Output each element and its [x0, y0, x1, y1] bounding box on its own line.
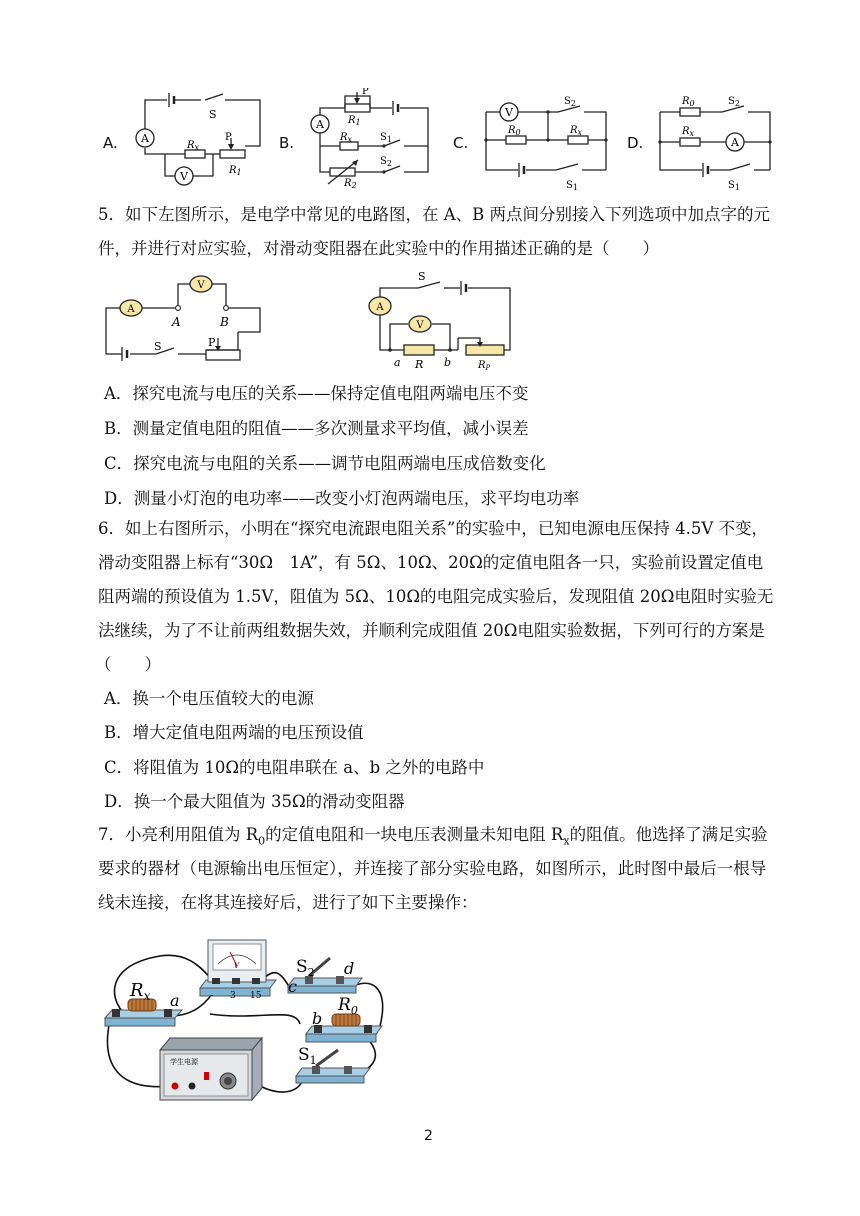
rx-label: $R_x$	[187, 140, 200, 152]
ammeter-label: A	[127, 304, 135, 315]
q6-option-d: D．换一个最大阻值为 35Ω的滑动变阻器	[104, 792, 405, 811]
q5-right-circuit	[360, 266, 520, 376]
q5-stem-line: 件，并进行对应实验，对滑动变阻器在此实验中的作用描述正确的是（ ）	[98, 239, 659, 258]
rx-label: $R_x$	[340, 132, 353, 144]
terminal-a-label: a	[170, 991, 180, 1010]
voltmeter-device	[200, 940, 276, 996]
voltmeter-label: V	[416, 320, 424, 331]
ammeter-label: A	[316, 118, 324, 131]
point-a-label: a	[394, 356, 401, 369]
q4-option-c-label: C.	[453, 134, 469, 152]
rx-label: $R_x$	[682, 126, 695, 138]
r0-label: $R_0$	[338, 995, 358, 1017]
q4-option-b-label: B.	[279, 134, 295, 152]
ammeter-label: A	[731, 136, 739, 149]
terminal-b-label: b	[312, 1009, 323, 1028]
power-supply-label: 学生电源	[170, 1058, 198, 1066]
page-number: 2	[424, 1128, 433, 1144]
rx-label: $R_x$	[570, 125, 583, 137]
point-a-label: A	[172, 315, 181, 329]
r0-label: $R_0$	[682, 96, 695, 108]
s2-label: $S_2$	[564, 96, 576, 108]
s1-label: $S_1$	[298, 1045, 317, 1067]
ammeter-label: A	[141, 132, 149, 145]
voltmeter-label: V	[180, 170, 188, 183]
terminal-d-label: d	[344, 959, 355, 978]
q5-option-b: B．测量定值电阻的阻值——多次测量求平均值，减小误差	[104, 419, 529, 438]
s1-label: $S_1$	[728, 180, 740, 190]
slider-label: P	[225, 132, 232, 143]
terminal-c-label: c	[288, 977, 297, 996]
s2-label: $S_2$	[380, 156, 392, 168]
q4-option-a-label: A.	[103, 134, 118, 152]
meter-3v-label: 3	[230, 991, 236, 1001]
meter-minus-label: -	[210, 991, 214, 1001]
slider-label: P	[362, 88, 369, 97]
q6-option-b: B．增大定值电阻两端的电压预设值	[104, 723, 364, 742]
s1-label: $S_1$	[566, 180, 578, 190]
switch-label: S	[418, 270, 426, 283]
r-label: R	[415, 358, 424, 371]
circuit-diagram-d	[652, 92, 782, 190]
q6-stem-line: 阻两端的预设值为 1.5V，阻值为 5Ω、10Ω的电阻完成实验后，发现阻值 20Ω电阻时实验无	[98, 587, 774, 606]
r0-label: $R_0$	[508, 125, 521, 137]
q7-stem-line: 要求的器材（电源输出电压恒定），并连接了部分实验电路，如图所示，此时图中最后一根导	[98, 859, 767, 878]
circuit-diagram-a	[125, 88, 275, 188]
q7-stem-line: 线未连接，在将其连接好后，进行了如下主要操作：	[98, 893, 478, 912]
q4-option-d-label: D.	[627, 134, 644, 152]
q5-option-d: D．测量小灯泡的电功率——改变小灯泡两端电压，求平均电功率	[104, 489, 580, 508]
q5-stem-line: 5．如下左图所示，是电学中常见的电路图，在 A、B 两点间分别接入下列选项中加点字的元	[98, 205, 771, 224]
rp-label: $R_P$	[478, 360, 491, 372]
r1-label: $R_1$	[229, 165, 242, 177]
q5-option-c: C．探究电流与电阻的关系——调节电阻两端电压成倍数变化	[104, 454, 546, 473]
switch-label: S	[209, 108, 217, 121]
q7-stem-line: 7．小亮利用阻值为 $R_0$的定值电阻和一块电压表测量未知电阻 $R_x$的阻值。他选择了满足实验	[98, 825, 768, 848]
q6-stem-line: （ ）	[95, 655, 161, 674]
q6-option-c: C．将阻值为 10Ω的电阻串联在 a、b 之外的电路中	[104, 758, 485, 777]
ammeter-label: A	[376, 302, 384, 313]
switch-label: S	[154, 340, 162, 353]
s2-label: $S_2$	[728, 96, 740, 108]
q6-option-a: A．换一个电压值较大的电源	[104, 689, 314, 708]
voltmeter-label: V	[197, 280, 205, 291]
point-b-label: b	[444, 356, 452, 369]
rx-label: $R_x$	[130, 980, 151, 1003]
q6-stem-line: 法继续，为了不让前两组数据失效，并顺利完成阻值 20Ω电阻实验数据，下列可行的方案是	[98, 621, 765, 640]
r2-label: $R_2$	[344, 178, 357, 188]
s2-label: $S_2$	[296, 957, 315, 979]
power-supply	[160, 1038, 262, 1100]
r1-label: $R_1$	[348, 115, 361, 127]
circuit-diagram-c	[478, 92, 618, 190]
q6-stem-line: 滑动变阻器上标有“30Ω 1A”，有 5Ω、10Ω、20Ω的定值电阻各一只，实验前设置定值电	[98, 553, 764, 572]
slider-label: P	[208, 336, 216, 349]
meter-15v-label: 15	[250, 991, 262, 1001]
q7-apparatus-illustration	[100, 926, 400, 1116]
q5-option-a: A．探究电流与电压的关系——保持定值电阻两端电压不变	[104, 384, 529, 403]
point-b-label: B	[220, 315, 229, 329]
circuit-diagram-b	[300, 88, 440, 188]
voltmeter-label: V	[505, 106, 513, 119]
q5-left-circuit	[98, 266, 278, 372]
s1-label: $S_1$	[380, 132, 392, 144]
q6-stem-line: 6．如上右图所示，小明在“探究电流跟电阻关系”的实验中，已知电源电压保持 4.5V 不变，	[98, 519, 769, 538]
voltmeter-label: V	[234, 962, 240, 970]
